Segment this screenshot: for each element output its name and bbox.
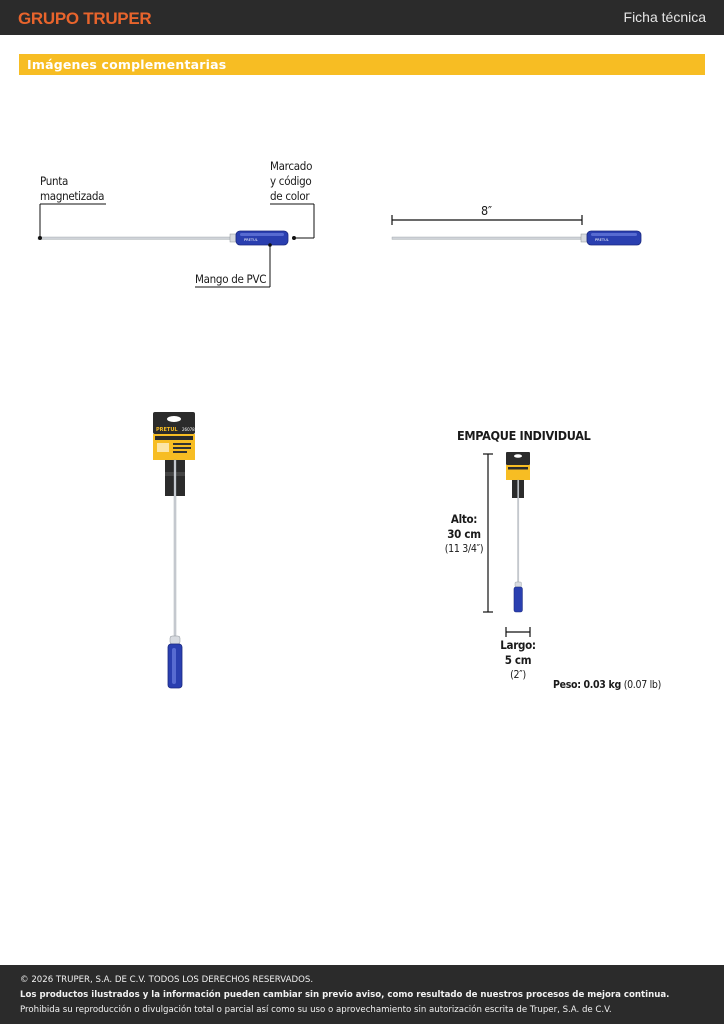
packaged-screwdriver-figure (148, 410, 200, 692)
svg-text:PRETUL: PRETUL (595, 238, 609, 242)
height-dimension: Alto: 30 cm (11 3/4″) (444, 512, 484, 555)
card-code: 26078 (182, 427, 195, 432)
top-bar (0, 0, 724, 35)
width-dimension: Largo: 5 cm (2″) (500, 638, 536, 681)
marking-label: Marcado y código de color (270, 159, 313, 203)
footer-notice: Los productos ilustrados y la información pueden cambiar sin previo aviso, como resultado de nuestros procesos de mejora continua. (20, 990, 670, 1000)
footer-copyright: © 2026 TRUPER, S.A. DE C.V. TODOS LOS DERECHOS RESERVADOS. (20, 975, 314, 985)
brand-logo: GRUPO TRUPER (18, 9, 152, 28)
section-title: Imágenes complementarias (27, 57, 227, 72)
section-header (19, 54, 705, 75)
dimensioned-screwdriver-figure (385, 205, 650, 255)
footer-prohibition: Prohibida su reproducción o divulgación total o parcial así como su uso o aprovechamiento sin autorización escrita de Truper, S.A. de C.V. (20, 1005, 612, 1015)
length-label: 8″ (481, 203, 492, 218)
svg-text:PRETUL: PRETUL (244, 238, 258, 242)
handle-label: Mango de PVC (195, 272, 267, 286)
document-type: Ficha técnica (623, 9, 706, 25)
tip-label: Punta magnetizada (40, 174, 105, 203)
footer (0, 965, 724, 1024)
weight-spec: Peso: 0.03 kg (0.07 lb) (553, 679, 662, 691)
packaging-title: EMPAQUE INDIVIDUAL (457, 428, 591, 443)
card-brand: PRETUL (156, 427, 178, 433)
annotated-screwdriver-figure (30, 190, 330, 290)
